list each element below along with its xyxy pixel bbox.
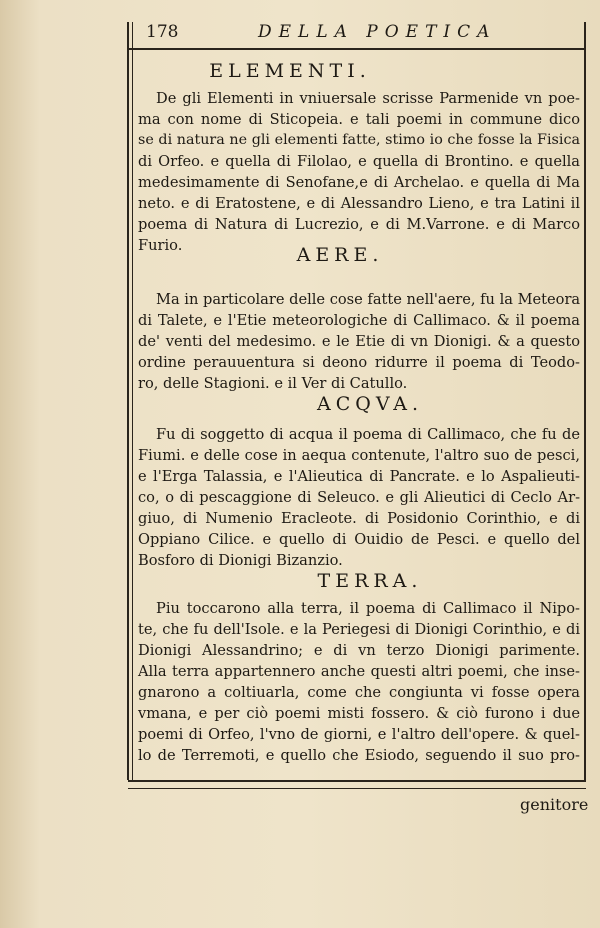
catchword: genitore <box>520 795 589 814</box>
page-number: 178 <box>146 22 179 42</box>
text-line: ordine perauuentura si deono ridurre il poema di Teodo- <box>138 354 580 371</box>
section-body-aere <box>138 289 580 394</box>
text-line: co, o di pescaggione di Seleuco. e gli Alieutici di Ceclo Ar- <box>138 489 580 506</box>
text-line: poemi di Orfeo, l'vno de giorni, e l'altro dell'opere. & quel- <box>138 726 580 743</box>
text-line: e l'Erga Talassia, e l'Alieutica di Pancrate. e lo Aspalieuti- <box>138 468 580 485</box>
section-heading-aere: AERE. <box>296 244 384 266</box>
text-line: di Orfeo. e quella di Filolao, e quella di Brontino. e quella <box>138 153 580 170</box>
text-line: ma con nome di Sticopeia. e tali poemi in commune dico <box>138 111 580 128</box>
text-line: Ma in particolare delle cose fatte nell'aere, fu la Meteora <box>156 291 581 308</box>
running-title: DELLA POETICA <box>258 22 497 42</box>
text-line: Alla terra appartennero anche questi altri poemi, che inse- <box>138 663 580 680</box>
section-heading-acqua: ACQVA. <box>316 393 424 415</box>
text-line: Furio. <box>138 237 183 254</box>
section-heading-terra: TERRA. <box>317 570 423 592</box>
text-line: gnarono a coltiuarla, come che congiunta vi fosse opera <box>138 684 580 701</box>
frame-rule-right <box>584 22 586 780</box>
text-line: te, che fu dell'Isole. e la Periegesi di Dionigi Corinthio, e di <box>138 621 580 638</box>
text-line: de' venti del medesimo. e le Etie di vn Dionigi. & a questo <box>138 333 580 350</box>
text-line: giuo, di Numenio Eracleote. di Posidonio Corinthio, e di <box>138 510 580 527</box>
text-line: neto. e di Eratostene, e di Alessandro Lieno, e tra Latini il <box>138 195 580 212</box>
text-line: se di natura ne gli elementi fatte, stimo io che fosse la Fisica <box>138 132 580 148</box>
text-line: Piu toccarono alla terra, il poema di Callimaco il Nipo- <box>156 600 580 617</box>
section-body-terra <box>138 598 580 766</box>
text-line: Fu di soggetto di acqua il poema di Callimaco, che fu de <box>156 426 580 443</box>
text-line: poema di Natura di Lucrezio, e di M.Varrone. e di Marco <box>138 216 580 233</box>
text-line: ro, delle Stagioni. e il Ver di Catullo. <box>138 375 408 392</box>
text-line: vmana, e per ciò poemi misti fossero. & ciò furono i due <box>138 705 580 722</box>
footer-rule-thin <box>128 788 586 789</box>
section-heading-elementi: ELEMENTI. <box>209 60 371 82</box>
text-line: di Talete, e l'Etie meteorologiche di Callimaco. & il poema <box>138 312 580 329</box>
text-line: medesimamente di Senofane,e di Archelao. e quella di Ma <box>138 174 580 191</box>
header-rule <box>128 48 586 50</box>
section-body-acqua <box>138 424 580 571</box>
footer-rule <box>128 780 586 782</box>
section-body-elementi <box>138 88 580 256</box>
text-line: Bosforo di Dionigi Bizanzio. <box>138 552 343 569</box>
text-line: Fiumi. e delle cose in aequa contenute, l'altro suo de pesci, <box>138 447 580 464</box>
text-line: De gli Elementi in vniuersale scrisse Parmenide vn poe- <box>156 90 580 107</box>
text-line: Dionigi Alessandrino; e di vn terzo Dionigi parimente. <box>138 642 580 659</box>
text-line: lo de Terremoti, e quello che Esiodo, seguendo il suo pro- <box>138 747 580 764</box>
text-line: Oppiano Cilice. e quello di Ouidio de Pesci. e quello del <box>138 531 580 548</box>
